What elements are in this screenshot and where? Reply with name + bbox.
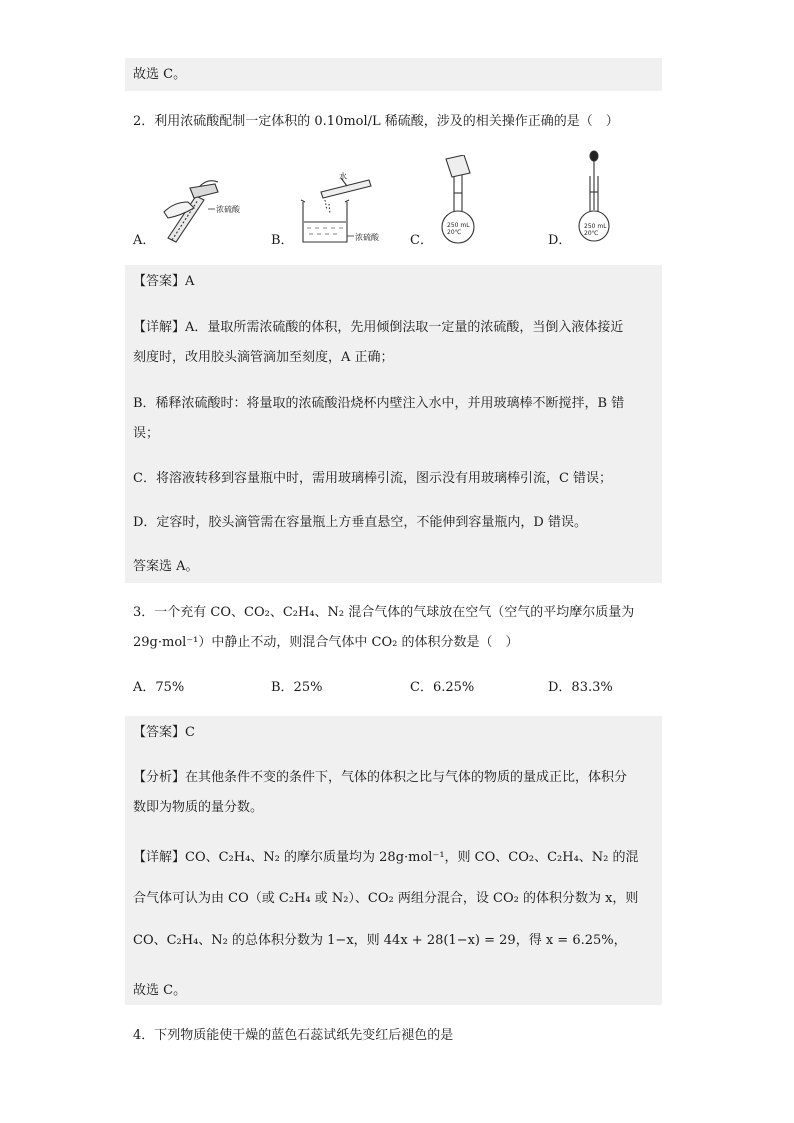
- q3-analysis-line2: 数即为物质的量分数。: [133, 800, 264, 815]
- q2-detail-a-line1: 【详解】A．量取所需浓硫酸的体积，先用倾倒法取一定量的浓硫酸，当倒入液体接近: [133, 320, 624, 335]
- q3-detail-line2: 合气体可认为由 CO（或 C₂H₄ 或 N₂）、CO₂ 两组分混合，设 CO₂ 的体积分数为 x，则: [133, 891, 639, 906]
- q3-detail-line3: CO、C₂H₄、N₂ 的总体积分数为 1−x，则 44x + 28(1−x) = 29，得 x = 6.25%，: [133, 933, 627, 948]
- q2-answer: 【答案】A: [133, 274, 195, 289]
- q4-stem: 4．下列物质能使干燥的蓝色石蕊试纸先变红后褪色的是: [133, 1028, 454, 1043]
- figure-d-flask-label: 250 mL 20℃: [584, 223, 607, 237]
- prev-conclusion: 故选 C。: [133, 67, 187, 82]
- q3-option-b: B．25%: [271, 680, 323, 695]
- figure-c-flask-label: 250 mL 20℃: [447, 222, 470, 236]
- q2-detail-a-line2: 刻度时，改用胶头滴管滴加至刻度，A 正确；: [133, 350, 394, 365]
- q2-detail-b-line1: B．稀释浓硫酸时：将量取的浓硫酸沿烧杯内壁注入水中，并用玻璃棒不断搅拌，B 错: [133, 396, 625, 411]
- q3-option-a: A．75%: [133, 680, 185, 695]
- q3-stem-line2: 29g·mol⁻¹）中静止不动，则混合气体中 CO₂ 的体积分数是（ ）: [133, 635, 519, 650]
- figure-c-transfer-flask: [430, 155, 490, 245]
- q3-stem-line1: 3．一个充有 CO、CO₂、C₂H₄、N₂ 混合气体的气球放在空气（空气的平均摩尔质量为: [133, 605, 635, 620]
- q2-option-c: C．: [410, 233, 433, 248]
- figure-a-pouring-cylinder: [160, 178, 265, 246]
- figure-b-label: 浓硫酸: [355, 233, 379, 242]
- q2-stem: 2．利用浓硫酸配制一定体积的 0.10mol/L 稀硫酸，涉及的相关操作正确的是（ ）: [133, 114, 619, 129]
- figure-d-dropper-flask: [568, 150, 628, 246]
- figure-b-water-label: 水: [339, 172, 347, 181]
- q2-option-b: B．: [271, 233, 294, 248]
- figure-b-beaker-dilution: [295, 170, 400, 246]
- q2-detail-d: D．定容时，胶头滴管需在容量瓶上方垂直悬空，不能伸到容量瓶内，D 错误。: [133, 515, 587, 530]
- figure-a-label: 浓硫酸: [216, 205, 240, 214]
- q3-analysis-line1: 【分析】在其他条件不变的条件下，气体的体积之比与气体的物质的量成正比，体积分: [133, 770, 628, 785]
- q2-solution-block: [125, 265, 662, 583]
- q3-option-c: C．6.25%: [410, 680, 475, 695]
- q2-detail-c: C．将溶液转移到容量瓶中时，需用玻璃棒引流，图示没有用玻璃棒引流，C 错误；: [133, 471, 613, 486]
- q3-answer: 【答案】C: [133, 725, 195, 740]
- q2-option-a: A．: [133, 233, 156, 248]
- q3-option-d: D．83.3%: [548, 680, 613, 695]
- prev-solution-block: [125, 58, 662, 91]
- q3-conclusion: 故选 C。: [133, 983, 187, 998]
- q3-detail-line1: 【详解】CO、C₂H₄、N₂ 的摩尔质量均为 28g·mol⁻¹，则 CO、CO₂、C₂H₄、N₂ 的混: [133, 850, 639, 865]
- q2-detail-b-line2: 误；: [133, 426, 160, 441]
- q2-conclusion: 答案选 A。: [133, 559, 199, 574]
- q2-option-d: D．: [548, 233, 572, 248]
